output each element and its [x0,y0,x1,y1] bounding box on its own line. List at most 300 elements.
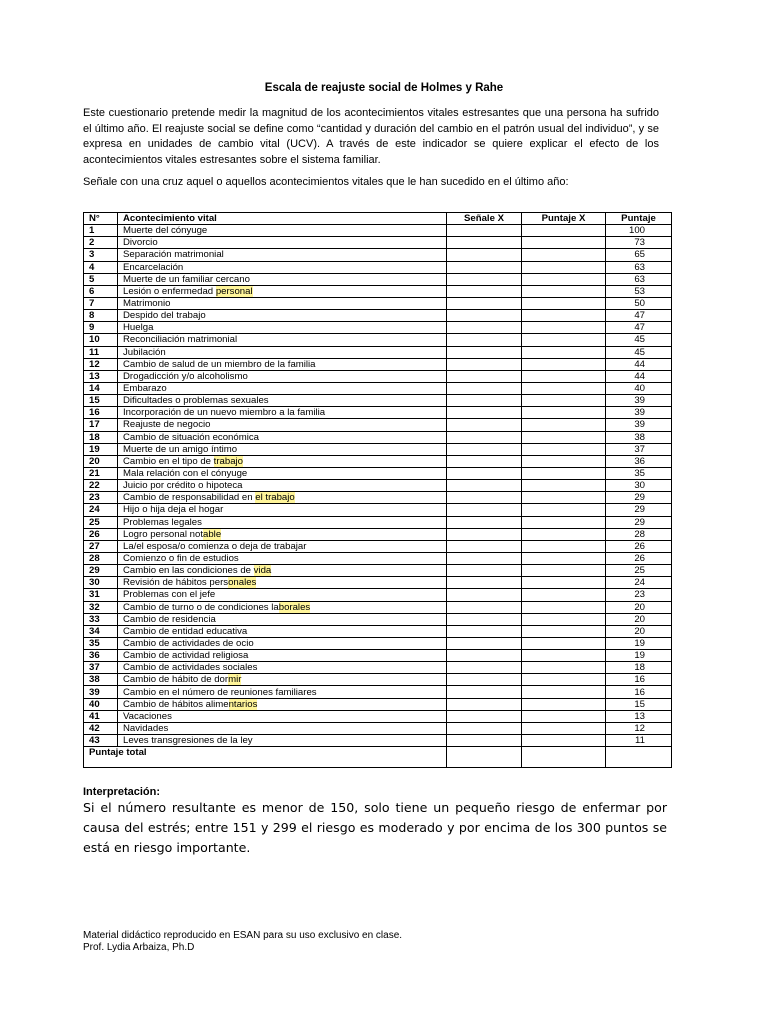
mark-cell[interactable] [447,528,522,540]
row-event-highlight: el trabajo [255,492,295,504]
score-marked-cell[interactable] [522,565,606,577]
mark-cell[interactable] [447,322,522,334]
score-marked-cell[interactable] [522,516,606,528]
footer [83,930,402,954]
table-row [84,625,672,637]
score-marked-cell[interactable] [522,589,606,601]
row-score: 47 [606,310,672,322]
interpretation-text: Si el número resultante es menor de 150, solo tiene un pequeño riesgo de enfermar por causa del estrés; entre 151 y 299 el riesgo es moderado y por encima de los 300 puntos se está en riesgo importante. [83,800,667,855]
row-score: 11 [606,735,672,747]
mark-cell[interactable] [447,601,522,613]
row-event [118,237,447,249]
row-score: 73 [606,237,672,249]
document-title: Escala de reajuste social de Holmes y Rahe [264,82,504,94]
row-event [118,480,447,492]
row-number: 12 [84,358,118,370]
table-row [84,249,672,261]
row-event-text: Reconciliación matrimonial [123,334,238,346]
table-row [84,407,672,419]
row-score: 13 [606,710,672,722]
row-number: 17 [84,419,118,431]
score-marked-cell[interactable] [522,249,606,261]
row-number: 39 [84,686,118,698]
score-marked-cell[interactable] [522,492,606,504]
row-event [118,710,447,722]
row-event [118,273,447,285]
score-marked-cell[interactable] [522,322,606,334]
row-number: 31 [84,589,118,601]
row-event [118,334,447,346]
row-score: 63 [606,273,672,285]
score-marked-cell[interactable] [522,382,606,394]
score-marked-cell[interactable] [522,650,606,662]
row-event [118,601,447,613]
row-number: 35 [84,637,118,649]
row-score: 39 [606,395,672,407]
row-number: 6 [84,285,118,297]
score-marked-cell[interactable] [522,552,606,564]
table-header-row [84,213,672,225]
row-event-text: Cambio en el número de reuniones familiares [123,686,317,698]
row-event-text: Encarcelación [123,261,184,273]
row-event-text: Mala relación con el cónyuge [123,468,248,480]
header-event: Acontecimiento vital [118,213,447,225]
row-number: 8 [84,310,118,322]
score-marked-cell[interactable] [522,504,606,516]
row-event-text: Cambio en el tipo de [123,455,214,467]
total-score-cell[interactable] [606,747,672,768]
row-number: 10 [84,334,118,346]
mark-cell[interactable] [447,698,522,710]
row-event-text: Jubilación [123,346,166,358]
row-event-text: Reajuste de negocio [123,419,211,431]
row-event-text: Cambio de turno o de condiciones la [123,601,279,613]
header-mark: Señale X [447,213,522,225]
row-event-text: Problemas con el jefe [123,589,216,601]
row-number: 3 [84,249,118,261]
row-event [118,261,447,273]
row-event-highlight: mir [228,674,242,686]
row-event-text: Muerte de un familiar cercano [123,273,250,285]
mark-cell[interactable] [447,261,522,273]
score-marked-cell[interactable] [522,722,606,734]
table-row [84,419,672,431]
row-event-text: Hijo o hija deja el hogar [123,504,224,516]
row-event-text: Separación matrimonial [123,249,224,261]
row-event [118,407,447,419]
row-number: 34 [84,625,118,637]
table-row [84,504,672,516]
mark-cell[interactable] [447,297,522,309]
footer-line-2: Prof. Lydia Arbaiza, Ph.D [83,942,195,953]
score-marked-cell[interactable] [522,419,606,431]
row-event [118,722,447,734]
mark-cell[interactable] [447,419,522,431]
score-marked-cell[interactable] [522,395,606,407]
row-event-text: Logro personal not [123,528,204,540]
mark-cell[interactable] [447,334,522,346]
row-score: 36 [606,455,672,467]
table-row [84,395,672,407]
life-events-table [83,212,672,768]
score-marked-cell[interactable] [522,637,606,649]
table-row [84,261,672,273]
row-event-text: Cambio de hábito de dor [123,674,229,686]
mark-cell[interactable] [447,455,522,467]
table-row [84,467,672,479]
total-label: Puntaje total [84,747,447,768]
row-event [118,613,447,625]
row-number: 27 [84,540,118,552]
row-number: 23 [84,492,118,504]
row-event-highlight: borales [278,601,311,613]
score-marked-cell[interactable] [522,674,606,686]
row-number: 4 [84,261,118,273]
score-marked-cell[interactable] [522,225,606,237]
row-number: 26 [84,528,118,540]
table-row [84,613,672,625]
row-number: 18 [84,431,118,443]
row-number: 1 [84,225,118,237]
row-number: 40 [84,698,118,710]
mark-cell[interactable] [447,650,522,662]
row-score: 45 [606,346,672,358]
table-row [84,334,672,346]
row-event-text: Muerte del cónyuge [123,225,208,237]
row-event-highlight: onales [228,577,257,589]
mark-cell[interactable] [447,407,522,419]
row-event [118,589,447,601]
table-row [84,310,672,322]
row-score: 45 [606,334,672,346]
score-marked-cell[interactable] [522,577,606,589]
score-marked-cell[interactable] [522,601,606,613]
row-score: 53 [606,285,672,297]
row-event [118,552,447,564]
mark-cell[interactable] [447,722,522,734]
row-event-text: Cambio de entidad educativa [123,625,248,637]
mark-cell[interactable] [447,395,522,407]
row-score: 26 [606,540,672,552]
row-event-highlight: vida [253,565,272,577]
row-number: 43 [84,735,118,747]
row-score: 20 [606,613,672,625]
table-row [84,455,672,467]
row-event [118,686,447,698]
row-event [118,382,447,394]
score-marked-cell[interactable] [522,443,606,455]
instruction-paragraph: Señale con una cruz aquel o aquellos acontecimientos vitales que le han sucedido en el último año: [83,176,569,188]
row-number: 20 [84,455,118,467]
table-row [84,480,672,492]
mark-cell[interactable] [447,285,522,297]
table-row [84,686,672,698]
score-marked-cell[interactable] [522,625,606,637]
mark-cell[interactable] [447,504,522,516]
mark-cell[interactable] [447,516,522,528]
row-number: 32 [84,601,118,613]
mark-cell[interactable] [447,443,522,455]
score-marked-cell[interactable] [522,686,606,698]
row-event-text: Juicio por crédito o hipoteca [123,480,243,492]
row-event [118,322,447,334]
row-event [118,516,447,528]
total-score-marked-cell[interactable] [522,747,606,768]
mark-cell[interactable] [447,492,522,504]
row-event [118,662,447,674]
row-score: 23 [606,589,672,601]
mark-cell[interactable] [447,370,522,382]
row-score: 16 [606,686,672,698]
row-number: 19 [84,443,118,455]
mark-cell[interactable] [447,480,522,492]
row-event [118,674,447,686]
row-number: 24 [84,504,118,516]
mark-cell[interactable] [447,225,522,237]
row-score: 44 [606,358,672,370]
row-number: 15 [84,395,118,407]
score-marked-cell[interactable] [522,285,606,297]
score-marked-cell[interactable] [522,358,606,370]
score-marked-cell[interactable] [522,662,606,674]
row-event [118,370,447,382]
row-score: 29 [606,492,672,504]
row-score: 39 [606,407,672,419]
row-event [118,735,447,747]
row-score: 37 [606,443,672,455]
row-score: 15 [606,698,672,710]
row-event [118,285,447,297]
mark-cell[interactable] [447,273,522,285]
total-mark-cell[interactable] [447,747,522,768]
table-row [84,528,672,540]
row-event-text: Divorcio [123,237,158,249]
score-marked-cell[interactable] [522,261,606,273]
mark-cell[interactable] [447,674,522,686]
row-event [118,637,447,649]
row-score: 47 [606,322,672,334]
score-marked-cell[interactable] [522,334,606,346]
row-event [118,577,447,589]
header-number: N° [84,213,118,225]
row-event-text: Navidades [123,722,169,734]
table-row [84,297,672,309]
table-row [84,637,672,649]
table-row [84,370,672,382]
row-event-text: Embarazo [123,383,167,395]
row-score: 35 [606,467,672,479]
row-event [118,455,447,467]
row-score: 26 [606,552,672,564]
mark-cell[interactable] [447,552,522,564]
row-event [118,698,447,710]
row-event [118,540,447,552]
row-event [118,358,447,370]
table-row [84,552,672,564]
table-row [84,565,672,577]
header-score-marked: Puntaje X [522,213,606,225]
score-marked-cell[interactable] [522,297,606,309]
mark-cell[interactable] [447,237,522,249]
row-score: 39 [606,419,672,431]
table-row [84,662,672,674]
table-row [84,735,672,747]
row-event-text: Dificultades o problemas sexuales [123,395,269,407]
mark-cell[interactable] [447,382,522,394]
row-score: 38 [606,431,672,443]
row-event-text: Revisión de hábitos pers [123,577,229,589]
table-row [84,285,672,297]
table-row [84,322,672,334]
row-score: 63 [606,261,672,273]
row-score: 30 [606,480,672,492]
row-event [118,650,447,662]
row-event-text: Cambio de salud de un miembro de la familia [123,358,316,370]
score-marked-cell[interactable] [522,273,606,285]
row-score: 28 [606,528,672,540]
row-event [118,504,447,516]
score-marked-cell[interactable] [522,407,606,419]
mark-cell[interactable] [447,613,522,625]
row-event-text: Cambio de hábitos alime [123,698,229,710]
table-row [84,722,672,734]
interpretation-heading: Interpretación: [83,786,161,798]
row-event-text: Matrimonio [123,298,171,310]
mark-cell[interactable] [447,637,522,649]
table-row [84,650,672,662]
row-event [118,431,447,443]
table-row [84,540,672,552]
mark-cell[interactable] [447,540,522,552]
score-marked-cell[interactable] [522,613,606,625]
score-marked-cell[interactable] [522,698,606,710]
row-score: 20 [606,625,672,637]
row-event-highlight: ntarios [228,698,258,710]
row-event-text: Cambio de actividades sociales [123,662,258,674]
mark-cell[interactable] [447,467,522,479]
mark-cell[interactable] [447,249,522,261]
table-row [84,346,672,358]
score-marked-cell[interactable] [522,431,606,443]
row-number: 28 [84,552,118,564]
row-event-text: Cambio de actividades de ocio [123,637,254,649]
row-number: 25 [84,516,118,528]
row-event-text: Cambio de responsabilidad en [123,492,256,504]
mark-cell[interactable] [447,735,522,747]
row-event-text: Vacaciones [123,710,172,722]
table-row [84,358,672,370]
row-number: 16 [84,407,118,419]
row-score: 65 [606,249,672,261]
row-number: 41 [84,710,118,722]
row-score: 19 [606,637,672,649]
row-event-text: Comienzo o fin de estudios [123,553,239,564]
row-event-text: Incorporación de un nuevo miembro a la familia [123,407,326,419]
row-number: 13 [84,370,118,382]
row-event [118,467,447,479]
table-row [84,443,672,455]
footer-line-1: Material didáctico reproducido en ESAN para su uso exclusivo en clase. [83,930,403,941]
row-event-text: Problemas legales [123,516,202,528]
mark-cell[interactable] [447,625,522,637]
row-event [118,528,447,540]
row-number: 2 [84,237,118,249]
row-number: 7 [84,297,118,309]
row-score: 18 [606,662,672,674]
row-score: 20 [606,601,672,613]
row-event-highlight: able [203,528,222,540]
mark-cell[interactable] [447,358,522,370]
table-row [84,431,672,443]
row-event [118,443,447,455]
row-event [118,395,447,407]
mark-cell[interactable] [447,662,522,674]
row-score: 29 [606,516,672,528]
row-event-text: Leves transgresiones de la ley [123,735,253,747]
score-marked-cell[interactable] [522,310,606,322]
row-score: 24 [606,577,672,589]
mark-cell[interactable] [447,589,522,601]
mark-cell[interactable] [447,710,522,722]
mark-cell[interactable] [447,346,522,358]
score-marked-cell[interactable] [522,528,606,540]
row-number: 11 [84,346,118,358]
score-marked-cell[interactable] [522,346,606,358]
mark-cell[interactable] [447,310,522,322]
row-number: 14 [84,382,118,394]
score-marked-cell[interactable] [522,735,606,747]
score-marked-cell[interactable] [522,455,606,467]
table-row [84,589,672,601]
row-number: 30 [84,577,118,589]
row-event-text: Huelga [123,322,154,334]
table-row [84,382,672,394]
row-event-text: La/el esposa/o comienza o deja de trabajar [123,540,307,552]
row-event-text: Cambio de residencia [123,613,216,625]
row-number: 29 [84,565,118,577]
row-event [118,419,447,431]
row-event-text: Cambio de situación económica [123,431,259,443]
score-marked-cell[interactable] [522,540,606,552]
row-event-text: Cambio de actividad religiosa [123,650,249,662]
row-event-text: Muerte de un amigo íntimo [123,443,238,455]
mark-cell[interactable] [447,431,522,443]
header-score: Puntaje [606,213,672,225]
intro-paragraph: Este cuestionario pretende medir la magnitud de los acontecimientos vitales estresantes que una persona ha sufrido el último año. El reajuste social se define como “cantidad y duración del cambio en el patrón usual del individuo”, y se expresa en unidades de cambio vital (UCV). A través de este indicador se quiere explicar el efecto de los acontecimientos vitales estresantes sobre el sistema familiar. [83,107,659,166]
row-event [118,346,447,358]
row-number: 22 [84,480,118,492]
mark-cell[interactable] [447,686,522,698]
mark-cell[interactable] [447,577,522,589]
score-marked-cell[interactable] [522,480,606,492]
row-event [118,225,447,237]
score-marked-cell[interactable] [522,710,606,722]
row-score: 50 [606,297,672,309]
table-row [84,577,672,589]
row-number: 5 [84,273,118,285]
row-event [118,565,447,577]
table-row [84,273,672,285]
table-row [84,225,672,237]
row-score: 19 [606,650,672,662]
table-row [84,492,672,504]
mark-cell[interactable] [447,565,522,577]
score-marked-cell[interactable] [522,467,606,479]
score-marked-cell[interactable] [522,237,606,249]
score-marked-cell[interactable] [522,370,606,382]
row-number: 38 [84,674,118,686]
row-number: 21 [84,467,118,479]
